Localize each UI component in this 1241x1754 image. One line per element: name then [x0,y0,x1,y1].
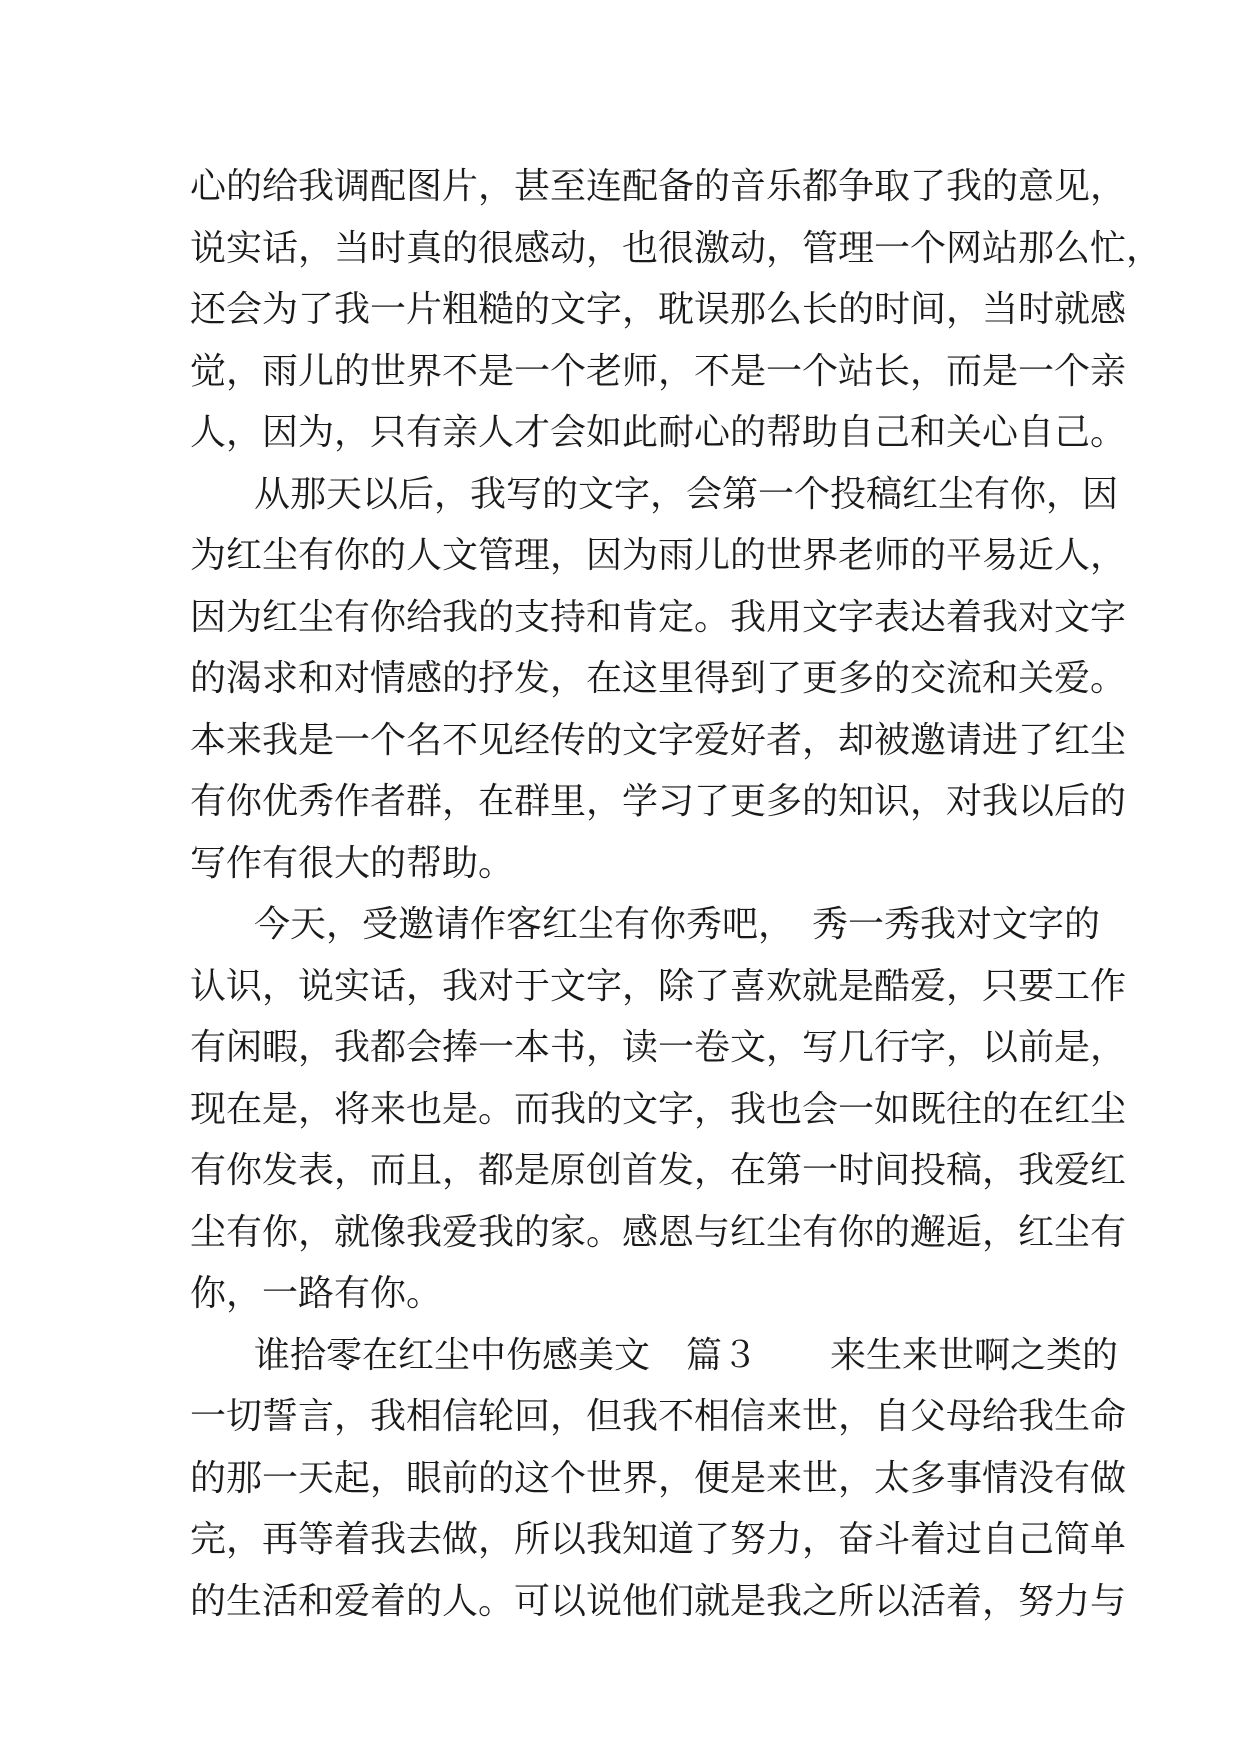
text-line: 现在是，将来也是。而我的文字，我也会一如既往的在红尘 [190,1088,1127,1130]
text-line: 心的给我调配图片，甚至连配备的音乐都争取了我的意见， [190,166,1127,207]
text-line: 因为红尘有你给我的支持和肯定。我用文字表达着我对文字 [190,596,1127,638]
paragraph-end-line: 你，一路有你。 [190,1273,443,1314]
text-line: 的那一天起，眼前的这个世界，便是来世，太多事情没有做 [190,1457,1127,1499]
text-line: 一切誓言，我相信轮回，但我不相信来世，自父母给我生命 [190,1396,1127,1437]
text-line: 尘有你，就像我爱我的家。感恩与红尘有你的邂逅，红尘有 [190,1211,1127,1253]
text-line: 的生活和爱着的人。可以说他们就是我之所以活着，努力与 [190,1580,1127,1622]
text-line: 还会为了我一片粗糙的文字，耽误那么长的时间，当时就感 [190,289,1127,330]
text-line: 认识，说实话，我对于文字，除了喜欢就是酷爱，只要工作 [190,965,1127,1007]
text-line: 说实话，当时真的很感动，也很激动，管理一个网站那么忙， [190,227,1163,269]
text-line: 有闲暇，我都会捧一本书，读一卷文，写几行字，以前是， [190,1027,1127,1068]
text-line: 本来我是一个名不见经传的文字爱好者，却被邀请进了红尘 [190,719,1127,761]
paragraph-start-line: 今天，受邀请作客红尘有你秀吧， 秀一秀我对文字的 [254,904,1101,945]
section-heading-line: 谁拾零在红尘中伤感美文 篇３ 来生来世啊之类的 [254,1334,1119,1376]
text-line: 完，再等着我去做，所以我知道了努力，奋斗着过自己简单 [190,1519,1127,1560]
text-line: 为红尘有你的人文管理，因为雨儿的世界老师的平易近人， [190,535,1127,576]
text-line: 有你发表，而且，都是原创首发，在第一时间投稿，我爱红 [190,1150,1127,1191]
paragraph-end-line: 写作有很大的帮助。 [190,842,515,884]
paragraph-start-line: 从那天以后，我写的文字，会第一个投稿红尘有你，因 [254,473,1119,515]
text-line: 觉，雨儿的世界不是一个老师，不是一个站长，而是一个亲 [190,350,1127,392]
document-body [190,156,1163,1632]
text-line: 有你优秀作者群，在群里，学习了更多的知识，对我以后的 [190,781,1127,822]
text-line: 的渴求和对情感的抒发，在这里得到了更多的交流和关爱。 [190,658,1127,699]
text-line: 人，因为，只有亲人才会如此耐心的帮助自己和关心自己。 [190,412,1127,453]
